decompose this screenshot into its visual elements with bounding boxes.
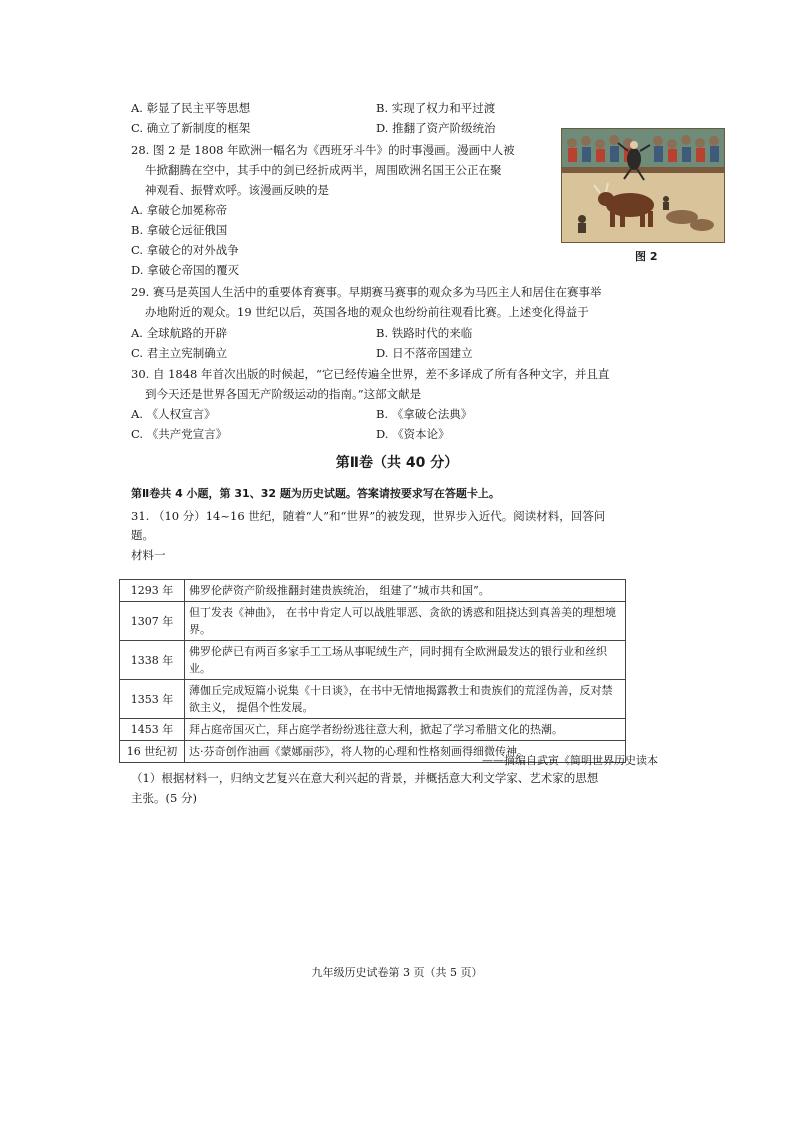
table-row (120, 719, 626, 741)
table-row (120, 680, 626, 719)
q30-option-a: A. 《人权宣言》 (131, 407, 216, 421)
q27-option-b: B. 实现了权力和平过渡 (376, 101, 496, 115)
q29-option-c: C. 君主立宪制确立 (131, 346, 228, 360)
q28-stem-line-3: 神观看、振臂欢呼。该漫画反映的是 (145, 183, 329, 197)
q31-stem-line-2: 题。 (131, 528, 154, 542)
table-event-cell: 但丁发表《神曲》， 在书中肯定人可以战胜罪恶、贪欲的诱惑和阻挠达到真善美的理想境界。 (185, 602, 626, 641)
q29-option-a: A. 全球航路的开辟 (131, 326, 228, 340)
table-row (120, 641, 626, 680)
material-1-label: 材料一 (131, 548, 166, 562)
table-event-cell: 佛罗伦萨资产阶级推翻封建贵族统治， 组建了“城市共和国”。 (185, 580, 626, 602)
table-year-cell: 16 世纪初 (120, 741, 185, 763)
q30-option-b: B. 《拿破仑法典》 (376, 407, 473, 421)
table-year-cell: 1307 年 (120, 602, 185, 641)
q27-option-c: C. 确立了新制度的框架 (131, 121, 251, 135)
q29-option-b: B. 铁路时代的来临 (376, 326, 473, 340)
table-row (120, 580, 626, 602)
q28-option-d: D. 拿破仑帝国的覆灭 (131, 263, 240, 277)
q27-option-a: A. 彰显了民主平等思想 (131, 101, 251, 115)
q29-option-d: D. 日不落帝国建立 (376, 346, 473, 360)
q29-stem-line-1: 29. 赛马是英国人生活中的重要体育赛事。早期赛马赛事的观众多为马匹主人和居住在赛事举 (131, 285, 602, 299)
table-event-cell: 佛罗伦萨已有两百多家手工工场从事呢绒生产，同时拥有全欧洲最发达的银行业和丝织业。 (185, 641, 626, 680)
q30-option-c: C. 《共产党宣言》 (131, 427, 228, 441)
q28-option-b: B. 拿破仑远征俄国 (131, 223, 228, 237)
q30-stem-line-1: 30. 自 1848 年首次出版的时候起，“它已经传遍全世界，差不多译成了所有各种文字，并且直 (131, 367, 610, 381)
q31-sub1-line-1: （1）根据材料一，归纳文艺复兴在意大利兴起的背景，并概括意大利文学家、艺术家的思想 (131, 771, 599, 785)
q28-option-a: A. 拿破仑加冕称帝 (131, 203, 228, 217)
q28-stem-line-1: 28. 图 2 是 1808 年欧洲一幅名为《西班牙斗牛》的时事漫画。漫画中人被 (131, 143, 515, 157)
table-row (120, 602, 626, 641)
q29-stem-line-2: 办地附近的观众。19 世纪以后，英国各地的观众也纷纷前往观看比赛。上述变化得益于 (145, 305, 589, 319)
q28-stem-line-2: 牛掀翻腾在空中，其手中的剑已经折成两半，周围欧洲名国王公正在聚 (145, 163, 502, 177)
q30-stem-line-2: 到今天还是世界各国无产阶级运动的指南。”这部文献是 (145, 387, 422, 401)
q28-option-c: C. 拿破仑的对外战争 (131, 243, 239, 257)
figure-2-label: 图 2 (635, 250, 658, 263)
page-footer: 九年级历史试卷第 3 页（共 5 页） (311, 966, 483, 979)
bullfight-cartoon-image (561, 128, 725, 243)
table-event-cell: 达·芬奇创作油画《蒙娜丽莎》，将人物的心理和性格刻画得细微传神。 (185, 741, 626, 763)
table-year-cell: 1353 年 (120, 680, 185, 719)
q31-sub1-line-2: 主张。(5 分) (131, 791, 197, 805)
table-event-cell: 薄伽丘完成短篇小说集《十日谈》，在书中无情地揭露教士和贵族们的荒淫伪善，反对禁欲主义， 提倡个性发展。 (185, 680, 626, 719)
material-source: ——摘编自武寅《简明世界历史读本 (482, 754, 658, 767)
table-event-cell: 拜占庭帝国灭亡，拜占庭学者纷纷逃往意大利，掀起了学习希腊文化的热潮。 (185, 719, 626, 741)
material-1-table (119, 579, 626, 763)
q30-option-d: D. 《资本论》 (376, 427, 450, 441)
part-2-heading: 第Ⅱ卷（共 40 分） (335, 455, 459, 471)
q31-stem-line-1: 31. （10 分）14~16 世纪，随着“人”和“世界”的被发现，世界步入近代。阅读材料，回答问 (131, 509, 606, 523)
part-2-instruction: 第Ⅱ卷共 4 小题，第 31、32 题为历史试题。答案请按要求写在答题卡上。 (131, 487, 500, 500)
table-year-cell: 1453 年 (120, 719, 185, 741)
bullfight-cartoon-illustration (562, 129, 724, 242)
q27-option-d: D. 推翻了资产阶级统治 (376, 121, 496, 135)
table-year-cell: 1338 年 (120, 641, 185, 680)
table-year-cell: 1293 年 (120, 580, 185, 602)
